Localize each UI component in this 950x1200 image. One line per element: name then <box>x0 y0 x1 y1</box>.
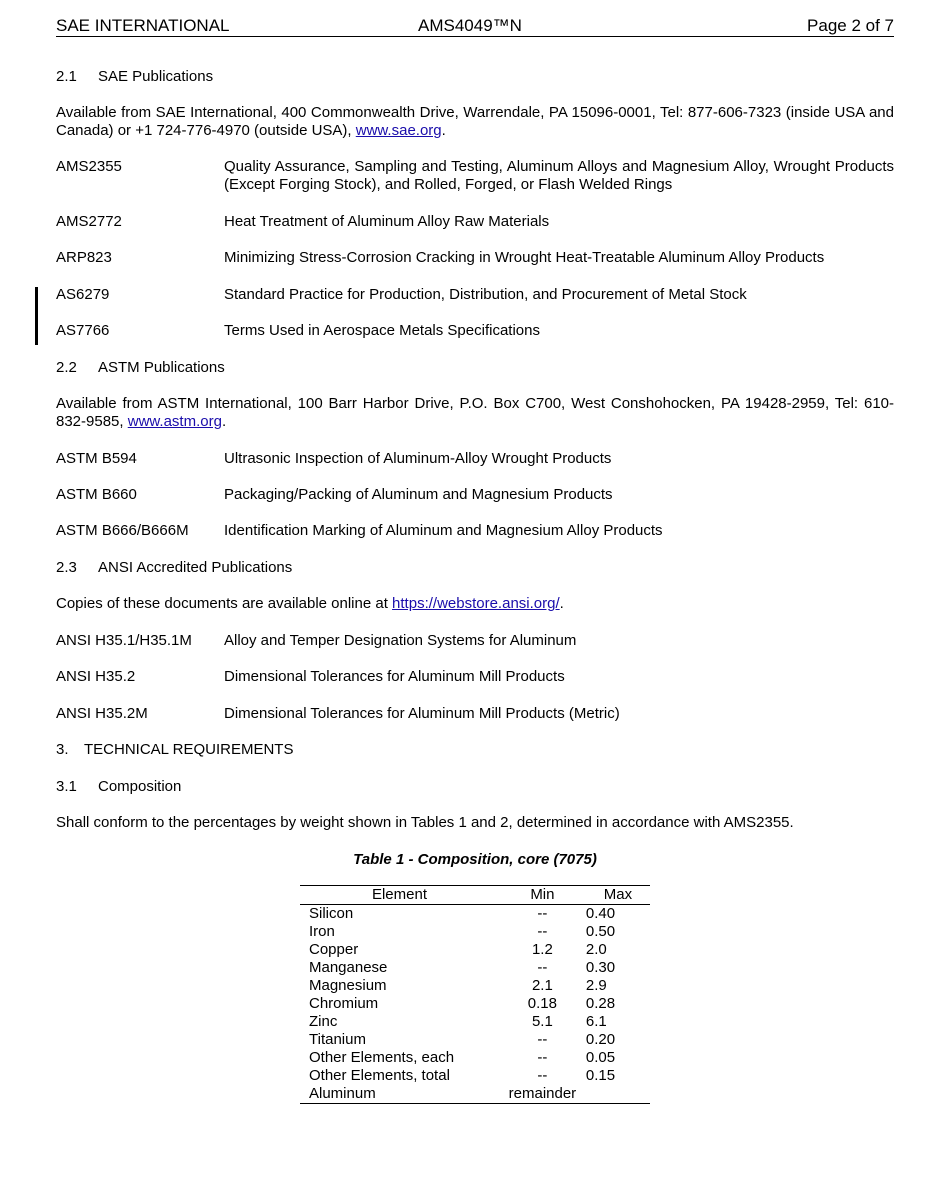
table-row <box>300 1049 650 1067</box>
page-header <box>56 14 894 37</box>
reference-code: ANSI H35.2M <box>56 705 148 722</box>
section-number: 2.2 <box>56 359 77 376</box>
element-cell: Magnesium <box>309 977 387 994</box>
max-cell: 2.0 <box>585 941 607 958</box>
element-cell: Copper <box>309 941 359 958</box>
reference-code: ARP823 <box>56 249 112 266</box>
table-row <box>300 977 650 995</box>
reference-description: Dimensional Tolerances for Aluminum Mill Products (Metric) <box>224 705 620 722</box>
reference-description: Terms Used in Aerospace Metals Specifications <box>224 322 540 339</box>
table-row <box>300 1031 650 1049</box>
section-2-2-heading <box>56 359 225 376</box>
reference-description: Minimizing Stress-Corrosion Cracking in Wrought Heat-Treatable Aluminum Alloy Products <box>224 249 825 266</box>
reference-code: ASTM B666/B666M <box>56 522 189 539</box>
table-row <box>300 1013 650 1031</box>
max-cell: 6.1 <box>585 1013 607 1030</box>
element-cell: Chromium <box>309 995 379 1012</box>
reference-description: Ultrasonic Inspection of Aluminum-Alloy Wrought Products <box>224 450 612 467</box>
table-row <box>300 959 650 977</box>
composition-paragraph: Shall conform to the percentages by weight shown in Tables 1 and 2, determined in accordance with AMS2355. <box>56 814 794 831</box>
min-cell: -- <box>537 959 548 976</box>
element-cell: Aluminum <box>300 1085 499 1104</box>
element-cell: Titanium <box>309 1031 366 1048</box>
ansi-availability-paragraph: Copies of these documents are available online at https://webstore.ansi.org/. <box>56 595 564 612</box>
min-cell: remainder <box>499 1085 586 1104</box>
reference-code: AMS2772 <box>56 213 122 230</box>
reference-description: Alloy and Temper Designation Systems for Aluminum <box>224 632 577 649</box>
max-cell: 0.28 <box>585 995 616 1012</box>
composition-table <box>300 885 650 1104</box>
column-header-max: Max <box>586 886 650 905</box>
table-row <box>300 905 650 924</box>
min-cell: -- <box>537 1067 548 1084</box>
reference-code: AS6279 <box>56 286 110 303</box>
reference-code: AMS2355 <box>56 158 122 175</box>
element-cell: Zinc <box>309 1013 338 1030</box>
min-cell: -- <box>537 1031 548 1048</box>
table-row <box>300 995 650 1013</box>
section-2-3-heading <box>56 559 292 576</box>
reference-description: Heat Treatment of Aluminum Alloy Raw Materials <box>224 213 550 230</box>
section-title: SAE Publications <box>98 68 214 85</box>
table-row <box>300 923 650 941</box>
min-cell: 5.1 <box>531 1013 553 1030</box>
section-title: TECHNICAL REQUIREMENTS <box>84 741 294 758</box>
section-3-1-heading <box>56 778 181 795</box>
ansi-webstore-link[interactable]: https://webstore.ansi.org/ <box>392 595 560 612</box>
reference-code: ASTM B660 <box>56 486 137 503</box>
section-title: ANSI Accredited Publications <box>98 559 293 576</box>
table-row <box>300 1067 650 1085</box>
section-title: Composition <box>98 778 182 795</box>
element-cell: Other Elements, total <box>309 1067 450 1084</box>
min-cell: 0.18 <box>527 995 557 1012</box>
sae-availability-paragraph: Available from SAE International, 400 Commonwealth Drive, Warrendale, PA 15096-0001, Tel: 877-606-7323 (inside USA and Canada) or +1 724-776-4970 (outside USA), www.sae.org. <box>56 104 894 139</box>
table-row <box>300 1085 650 1104</box>
element-cell: Silicon <box>309 905 354 922</box>
reference-description: Dimensional Tolerances for Aluminum Mill Products <box>224 668 565 685</box>
section-title: ASTM Publications <box>98 359 225 376</box>
astm-availability-paragraph: Available from ASTM International, 100 Barr Harbor Drive, P.O. Box C700, West Conshohocken, PA 19428-2959, Tel: 610-832-9585, www.astm.org. <box>56 395 894 430</box>
reference-code: ASTM B594 <box>56 450 137 467</box>
max-cell: 0.40 <box>585 905 616 922</box>
section-number: 2.1 <box>56 68 77 85</box>
reference-description: Quality Assurance, Sampling and Testing, Aluminum Alloys and Magnesium Alloy, Wrought Products (Except Forging Stock), and Rolled, Forged, or Flash Welded Rings <box>224 158 894 193</box>
section-3-heading <box>56 741 293 758</box>
table-header-row <box>300 886 650 905</box>
table-1-caption: Table 1 - Composition, core (7075) <box>353 851 597 868</box>
sae-website-link[interactable]: www.sae.org <box>355 122 442 139</box>
reference-description: Identification Marking of Aluminum and Magnesium Alloy Products <box>224 522 663 539</box>
header-spec-number: AMS4049™N <box>418 16 522 35</box>
section-2-1-heading <box>56 68 213 85</box>
astm-website-link[interactable]: www.astm.org <box>127 413 222 430</box>
element-cell: Iron <box>309 923 335 940</box>
max-cell <box>586 1085 650 1104</box>
max-cell: 0.05 <box>585 1049 616 1066</box>
max-cell: 0.20 <box>585 1031 616 1048</box>
header-page-number: Page 2 of 7 <box>807 16 894 35</box>
max-cell: 0.15 <box>585 1067 616 1084</box>
column-header-element: Element <box>300 886 499 905</box>
min-cell: -- <box>537 923 548 940</box>
min-cell: -- <box>537 905 548 922</box>
revision-change-bar <box>35 287 38 345</box>
header-organization: SAE INTERNATIONAL <box>56 16 230 35</box>
min-cell: -- <box>537 1049 548 1066</box>
section-number: 2.3 <box>56 559 77 576</box>
max-cell: 0.30 <box>585 959 616 976</box>
min-cell: 1.2 <box>531 941 553 958</box>
section-number: 3. <box>56 741 69 758</box>
max-cell: 2.9 <box>585 977 607 994</box>
reference-description: Standard Practice for Production, Distribution, and Procurement of Metal Stock <box>224 286 747 303</box>
reference-code: ANSI H35.2 <box>56 668 136 685</box>
column-header-min: Min <box>499 886 586 905</box>
reference-code: AS7766 <box>56 322 110 339</box>
max-cell: 0.50 <box>585 923 616 940</box>
min-cell: 2.1 <box>531 977 553 994</box>
reference-code: ANSI H35.1/H35.1M <box>56 632 192 649</box>
section-number: 3.1 <box>56 778 77 795</box>
reference-description: Packaging/Packing of Aluminum and Magnesium Products <box>224 486 613 503</box>
element-cell: Other Elements, each <box>309 1049 455 1066</box>
table-row <box>300 941 650 959</box>
element-cell: Manganese <box>309 959 388 976</box>
